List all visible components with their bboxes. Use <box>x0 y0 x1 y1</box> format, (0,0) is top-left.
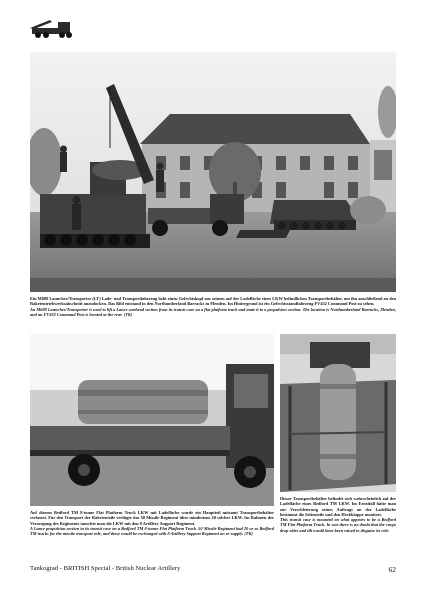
photo-bedford-flat-platform-truck <box>30 334 274 506</box>
footer-publication-title: Tankograd - BRITISH Special - British Nuclear Artillery <box>30 565 181 572</box>
caption-top <box>30 296 396 317</box>
caption-bottom-left <box>30 510 274 536</box>
photo-lance-launcher-loading <box>30 52 396 292</box>
page-number: 62 <box>388 565 396 574</box>
tankograd-logo-icon <box>28 16 78 40</box>
caption-top-english: An M688 Launcher/Transporter is used to lift a Lance warhead section from its transit case on a flat platform truck and mate it to a propulsion section. The location is Northumberland Barracks, Menden, and an FV432 Command Post is located at the rear. (TK) <box>30 306 396 317</box>
caption-bottom-left-english: A Lance propulsion section in its transit case on a Bedford TM 8-tonne Flat Platform Truck. 50 Missile Regiment had 20 or so Bedford TM trucks for the missile transport role, and these would be exchanged with 8 Artillery Support Regiment on re-supply. (TK) <box>30 525 274 536</box>
caption-top-german: Ein M688 Launcher/Transporter (LT) Lade- und Transportfahrzeug hebt einen Gefechtskopf aus seinem auf der Ladefläche eines LKW befindlichen Transportbehälter, um ihn anschließend an den Raketentriebwerksabschnitt anzudocken. Das Bild entstand in den Northumberland Barracks in Menden. Im Hintergrund ist ein Gefechtsstandfahrzeug FV432 Command Post zu sehen. <box>30 296 396 307</box>
page-footer <box>30 565 396 577</box>
photo-transit-case-on-truck <box>280 334 396 492</box>
caption-bottom-right-english: This transit case is mounted on what appears to be a Bedford TM Flat Platform Truck. In war there is no doubt that the cargo drop-sides and tilt would have been raised to disguise its role. <box>280 517 396 533</box>
caption-bottom-right <box>280 496 396 533</box>
caption-bottom-right-german: Dieser Transportbehälter befindet sich wahrscheinlich auf der Ladefläche eines Bedford TM LKW. Im Ernstfall hätte man zur Verschleierung seines Auftrags an der Ladefläche bestimmt die Seitenteile und den Heckklappe montiert. <box>280 496 396 517</box>
caption-bottom-left-german: Auf diesem Bedford TM 8-tonne Flat Platform Truck LKW mit Ladefläche wurde ein Hauptteil mitsamt Transportbehälter verlastet. Für den Transport der Raketenteile verfügte das 50 Missile Regiment über mindestens 20 solcher LKW. Im Rahmen der Versorgung des Regiments tauschte man die LKW mit den 8 Artillery Support Regiment. <box>30 510 274 526</box>
